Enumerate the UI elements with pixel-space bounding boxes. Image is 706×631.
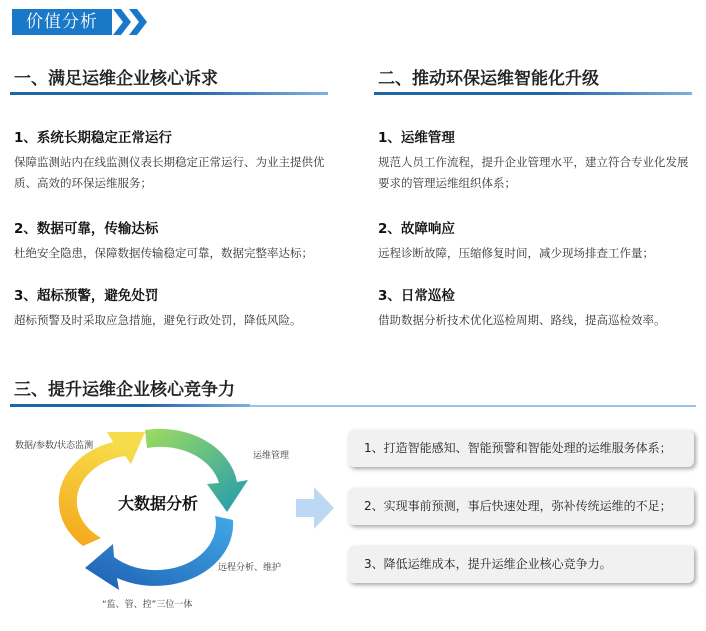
- benefit-point-3: 3、降低运维成本，提升运维企业核心竞争力。: [348, 546, 694, 583]
- benefit-point-1: 1、打造智能感知、智能预警和智能处理的运维服务体系；: [348, 430, 694, 467]
- section-1-rule: [10, 92, 328, 95]
- cycle-caption: “监、管、控”三位一体: [102, 600, 193, 610]
- s2-item-3-heading: 3、日常巡检: [378, 288, 455, 304]
- cycle-label-remote: 远程分析、维护: [218, 563, 282, 573]
- s2-item-3-text: 借助数据分析技术优化巡检周期、路线，提高巡检效率。: [378, 313, 666, 327]
- section-1-title: 一、满足运维企业核心诉求: [14, 69, 218, 89]
- section-2-title: 二、推动环保运维智能化升级: [378, 69, 599, 89]
- s1-item-2-text: 杜绝安全隐患，保障数据传输稳定可靠，数据完整率达标；: [14, 246, 313, 260]
- benefit-point-2: 2、实现事前预测，事后快速处理，弥补传统运维的不足；: [348, 488, 694, 525]
- s2-item-2-heading: 2、故障响应: [378, 221, 455, 237]
- section-2-rule: [374, 92, 692, 95]
- cycle-label-ops: 运维管理: [253, 451, 290, 461]
- section-3-rule-extension: [250, 405, 696, 407]
- s2-item-2-text: 远程诊断故障，压缩修复时间，减少现场排查工作量；: [378, 246, 654, 260]
- s1-item-3-heading: 3、超标预警，避免处罚: [14, 288, 159, 304]
- double-chevron-icon: [113, 9, 153, 35]
- cycle-label-monitoring: 数据/参数/状态监测: [15, 441, 94, 451]
- section-badge: 价值分析: [12, 9, 112, 35]
- cycle-center-label: 大数据分析: [118, 494, 199, 513]
- right-arrow-icon: [296, 487, 336, 529]
- s1-item-2-heading: 2、数据可靠，传输达标: [14, 221, 159, 237]
- s1-item-3-text: 超标预警及时采取应急措施，避免行政处罚，降低风险。: [14, 313, 302, 327]
- section-3-rule: [10, 404, 250, 407]
- s2-item-1-heading: 1、运维管理: [378, 130, 455, 146]
- s1-item-1-text: 保障监测站内在线监测仪表长期稳定正常运行、为业主提供优质、高效的环保运维服务；: [14, 155, 325, 190]
- s1-item-1-heading: 1、系统长期稳定正常运行: [14, 130, 172, 146]
- s2-item-1-text: 规范人员工作流程，提升企业管理水平，建立符合专业化发展要求的管理运维组织体系；: [378, 155, 689, 190]
- section-3-title: 三、提升运维企业核心竞争力: [14, 380, 235, 400]
- blue-arrow-arc: [85, 516, 233, 590]
